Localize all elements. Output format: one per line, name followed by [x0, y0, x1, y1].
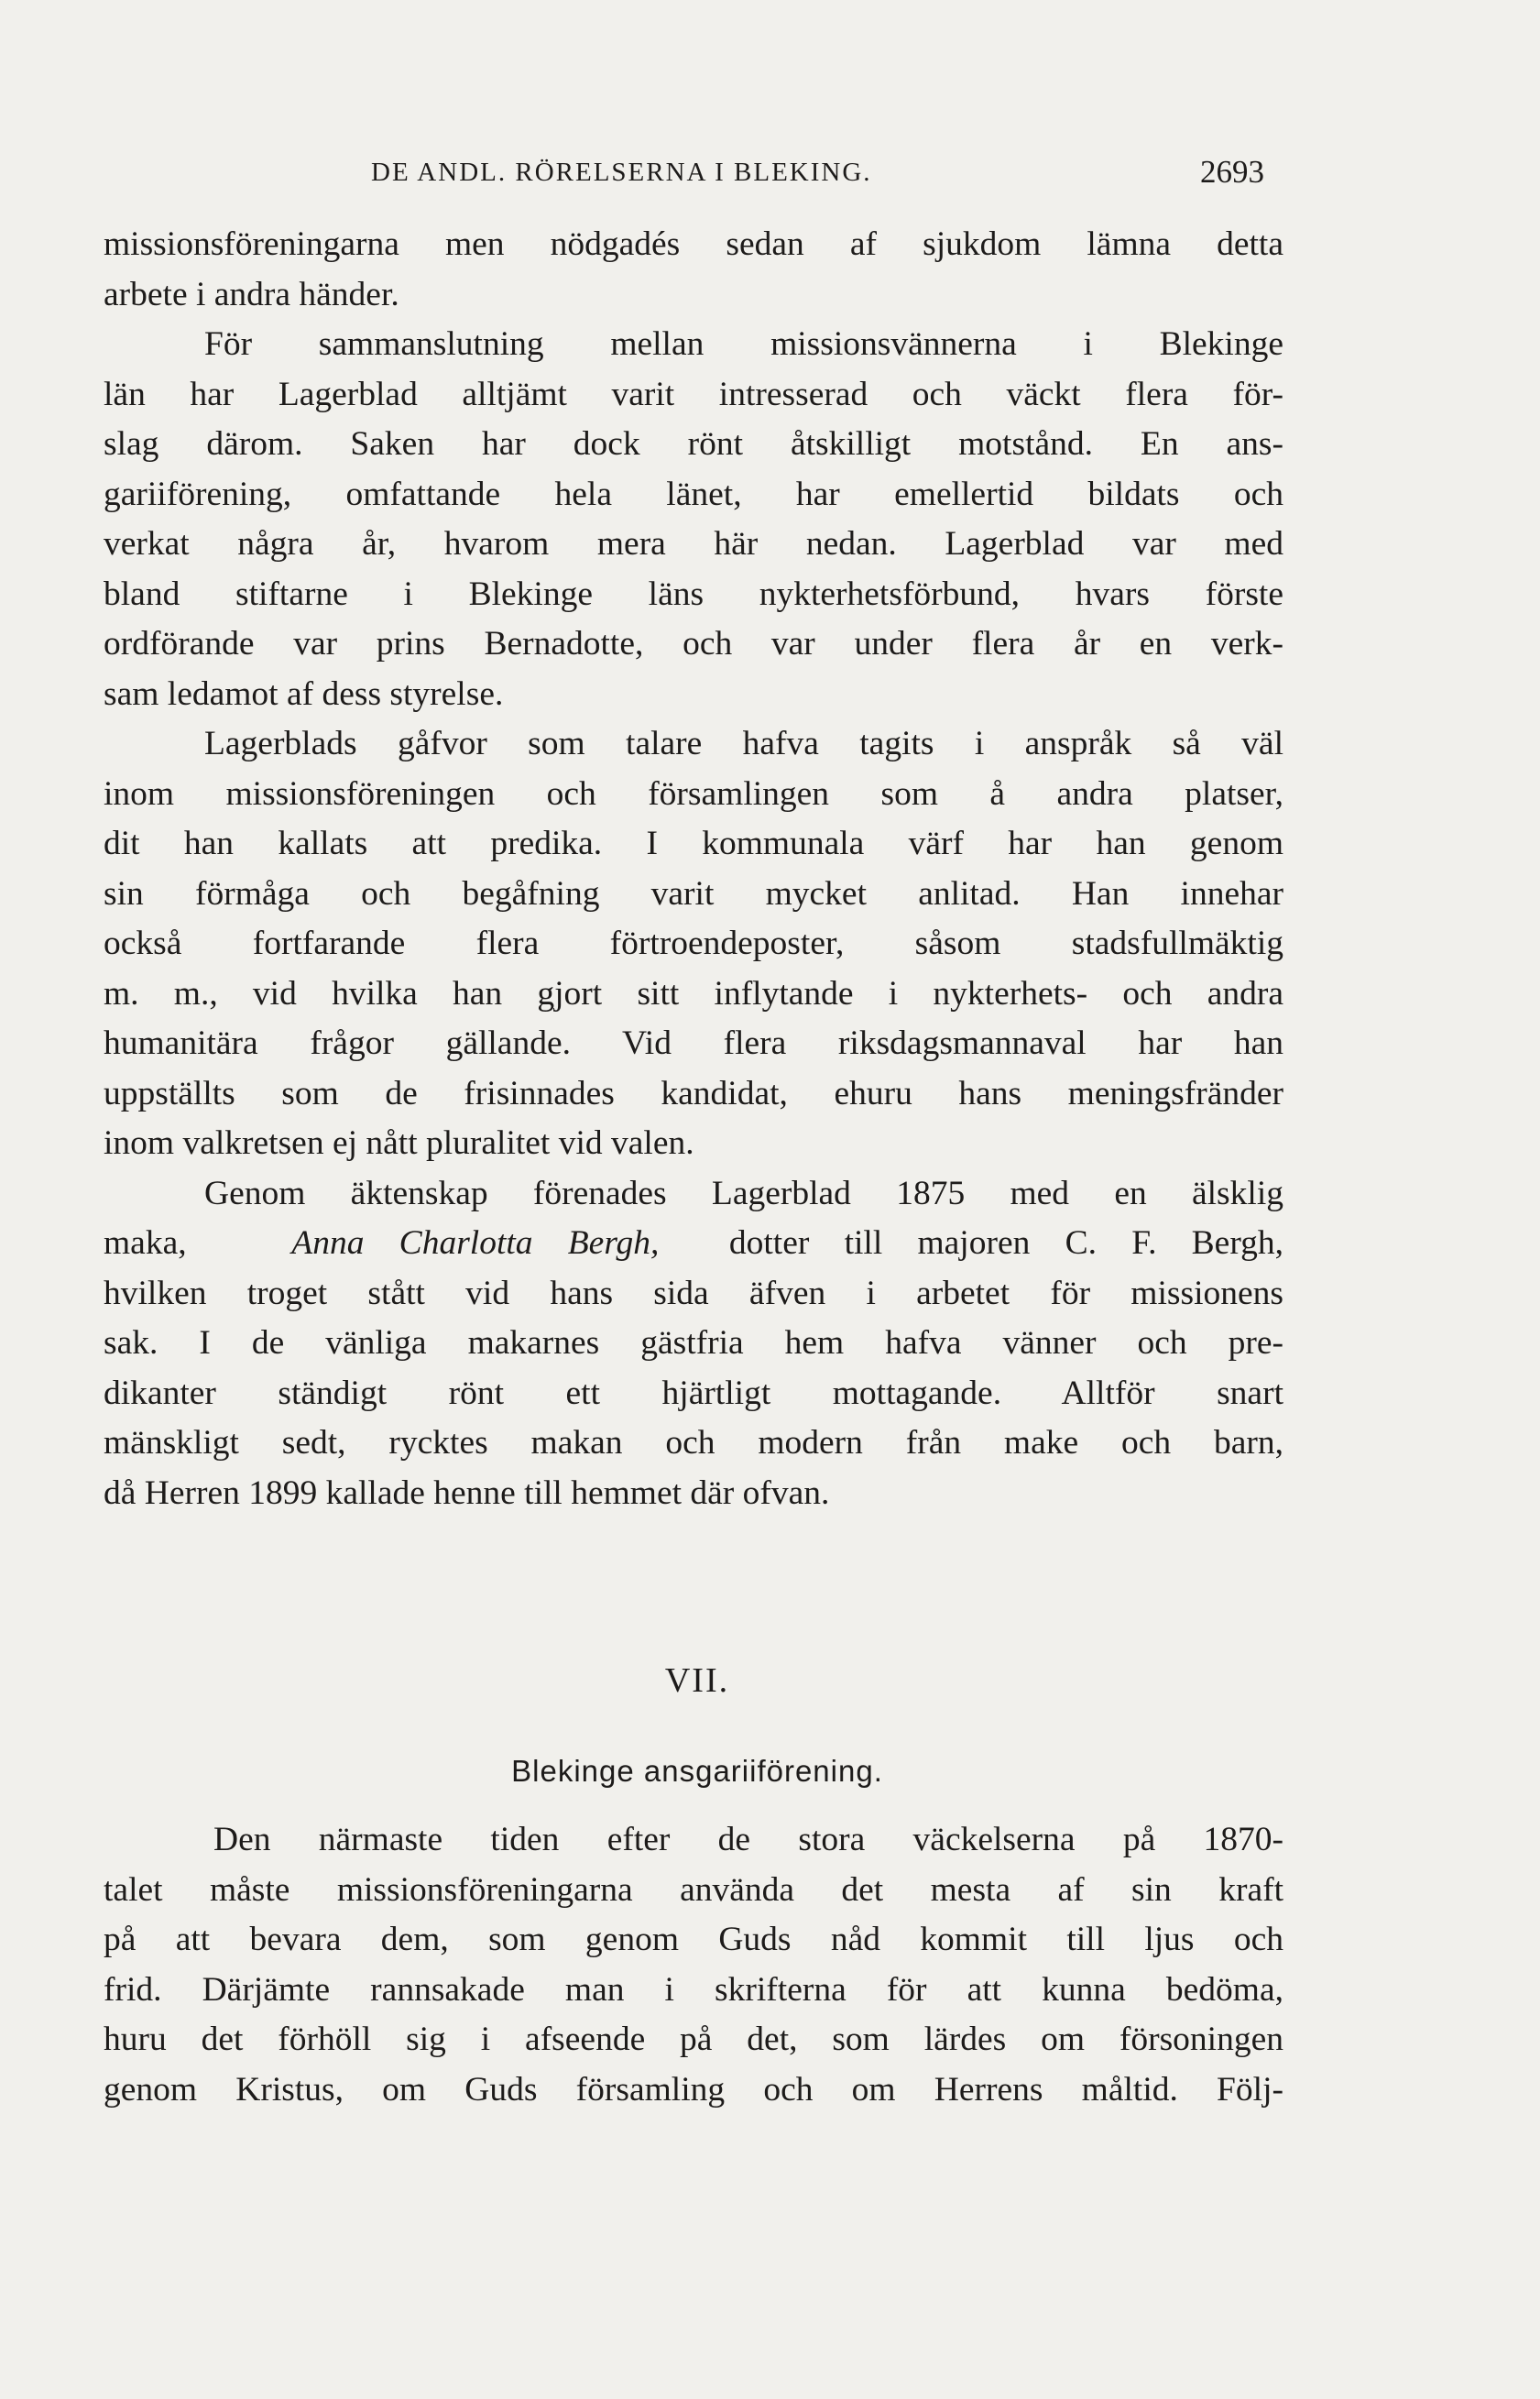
text-line: missionsföreningarna men nödgadés sedan af sjukdom lämna detta	[104, 225, 1283, 263]
section-two-text	[104, 1815, 1283, 2115]
text-line: verkat några år, hvarom mera här nedan. Lagerblad var med	[104, 525, 1283, 563]
text-line: slag därom. Saken har dock rönt åtskilligt motstånd. En ans-	[104, 425, 1283, 463]
running-title: DE ANDL. RÖRELSERNA I BLEKING.	[371, 158, 872, 187]
text-line: Den närmaste tiden efter de stora väckelserna på 1870-	[213, 1821, 1283, 1858]
text-line: dikanter ständigt rönt ett hjärtligt mottagande. Alltför snart	[104, 1374, 1283, 1412]
text-line: talet måste missionsföreningarna använda det mesta af sin kraft	[104, 1870, 1283, 1909]
chapter-number: VII.	[664, 1661, 730, 1700]
text-line: frid. Därjämte rannsakade man i skrifterna för att kunna bedöma,	[104, 1970, 1283, 2009]
text-line: också fortfarande flera förtroendeposter, såsom stadsfullmäktig	[104, 925, 1283, 962]
text-line: inom valkretsen ej nått pluralitet vid valen.	[104, 1124, 694, 1162]
text-line-with-italic-name	[104, 1219, 1283, 1269]
text-line: arbete i andra händer.	[104, 275, 399, 313]
section-title: Blekinge ansgariiförening.	[511, 1754, 883, 1788]
text-line: humanitära frågor gällande. Vid flera riksdagsmannaval har han	[104, 1024, 1283, 1062]
text-line: mänskligt sedt, rycktes makan och modern från make och barn,	[104, 1424, 1283, 1462]
text-line: gariiförening, omfattande hela länet, har emellertid bildats och	[104, 475, 1283, 513]
text-line: m. m., vid hvilka han gjort sitt inflytande i nykterhets- och andra	[104, 974, 1283, 1013]
text-run: maka,	[104, 1224, 187, 1262]
text-line: sam ledamot af dess styrelse.	[104, 674, 504, 713]
text-line: dit han kallats att predika. I kommunala värf har han genom	[104, 825, 1283, 862]
page-number: 2693	[1200, 154, 1264, 190]
italic-person-name: Anna Charlotta Bergh,	[291, 1224, 660, 1262]
text-line: Genom äktenskap förenades Lagerblad 1875 med en älsklig	[204, 1174, 1283, 1212]
text-line: sin förmåga och begåfning varit mycket anlitad. Han innehar	[104, 874, 1283, 913]
text-line: inom missionsföreningen och församlingen som å andra platser,	[104, 774, 1283, 813]
text-line: Lagerblads gåfvor som talare hafva tagits i anspråk så väl	[204, 725, 1283, 762]
text-line: genom Kristus, om Guds församling och om Herrens måltid. Följ-	[104, 2070, 1283, 2109]
text-line: hvilken troget stått vid hans sida äfven i arbetet för missionens	[104, 1274, 1283, 1312]
text-line: För sammanslutning mellan missionsvännerna i Blekinge	[204, 325, 1283, 363]
text-line: ordförande var prins Bernadotte, och var under flera år en verk-	[104, 625, 1283, 663]
text-line: sak. I de vänliga makarnes gästfria hem hafva vänner och pre-	[104, 1324, 1283, 1362]
text-line: på att bevara dem, som genom Guds nåd kommit till ljus och	[104, 1921, 1283, 1958]
section-one-text	[104, 220, 1283, 1518]
text-line: uppställts som de frisinnades kandidat, ehuru hans meningsfränder	[104, 1074, 1283, 1112]
text-line: huru det förhöll sig i afseende på det, som lärdes om försoningen	[104, 2021, 1283, 2058]
text-run: dotter till majoren C. F. Bergh,	[728, 1224, 1283, 1262]
text-line: län har Lagerblad alltjämt varit intresserad och väckt flera för-	[104, 375, 1283, 413]
text-line: då Herren 1899 kallade henne till hemmet där ofvan.	[104, 1473, 830, 1512]
text-line: bland stiftarne i Blekinge läns nykterhetsförbund, hvars förste	[104, 575, 1283, 613]
